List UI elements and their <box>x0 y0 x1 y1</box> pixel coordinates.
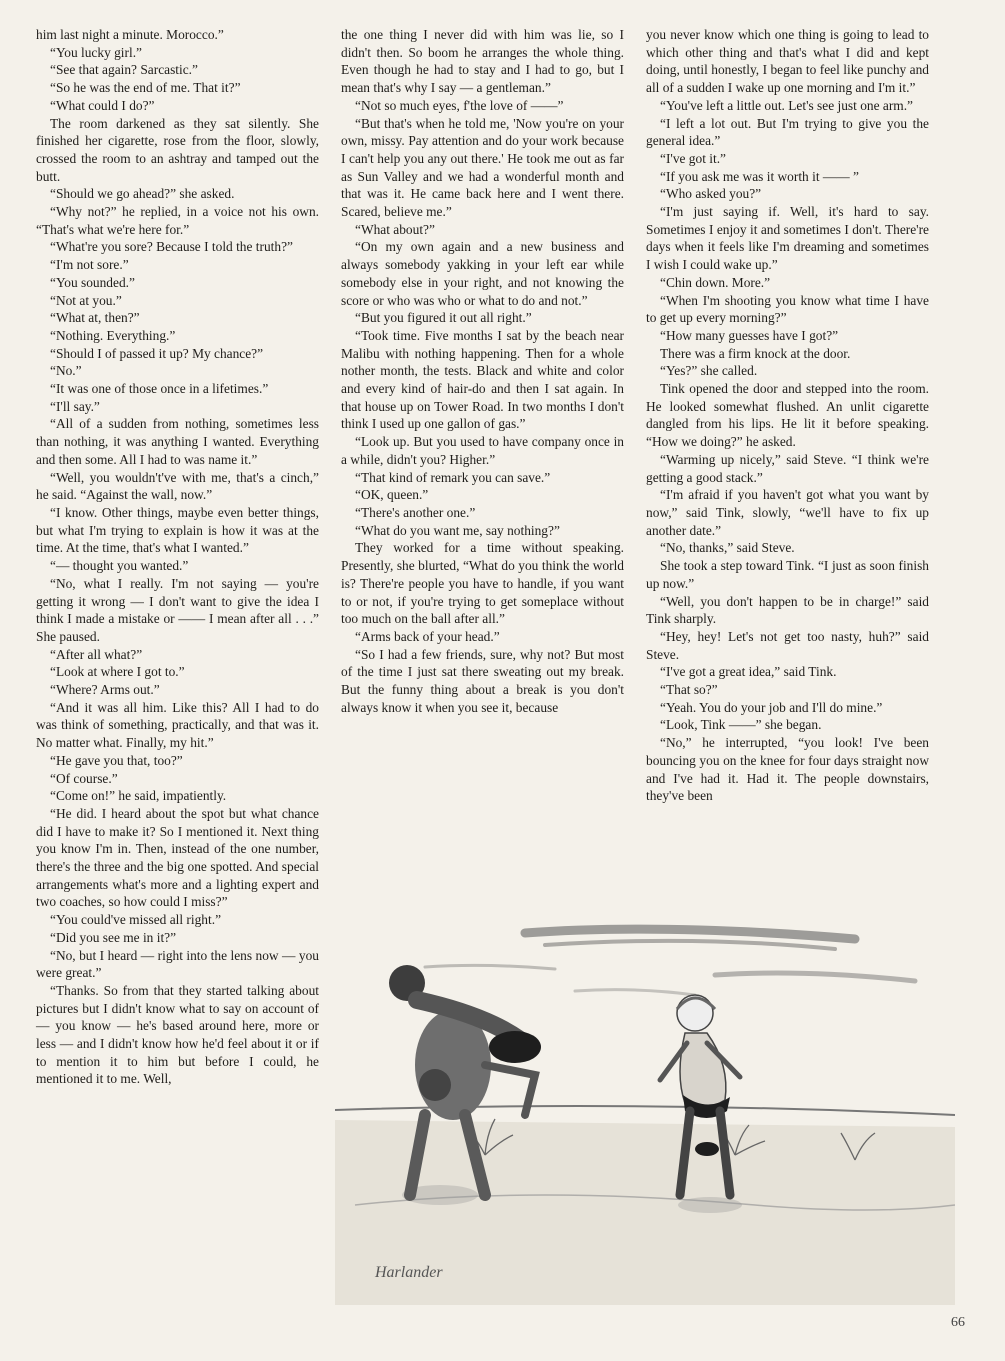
paragraph: “Who asked you?” <box>660 186 762 202</box>
paragraph: She took a step toward Tink. “I just as soon finish up now.” <box>646 558 929 591</box>
paragraph: “But that's when he told me, 'Now you're on your own, missy. Pay attention and do your work because I can't help you any out there.' He took me out as far as Sun Valley and we had a wonderful month and that was it. He came back here and I went there. Scared, believe me.” <box>341 115 624 220</box>
paragraph: “After all what?” <box>50 646 143 662</box>
paragraph: “What're you sore? Because I told the truth?” <box>50 239 293 255</box>
paragraph: “He did. I heard about the spot but what chance did I have to make it? So I mentioned it. Next thing you know I'm in. Then, instead of the one number, there's the three and the big one spotted. And special arrangements what's more and a lighting expert and two coaches, so how could I miss?” <box>36 805 319 910</box>
paragraph: “Thanks. So from that they started talking about pictures but I didn't know what to say on account of — you know — he's based around here, more or less — and I didn't know how he'd feel about it or if to mention it to him but before I could, he mentioned it to me. Well, <box>36 982 319 1087</box>
paragraph: “But you figured it out all right.” <box>355 310 532 326</box>
paragraph: They worked for a time without speaking. Presently, she blurted, “What do you think the world is? There're people you have to handle, if you want to or not, if you're trying to get someplace without too much on the ball after all.” <box>341 540 624 627</box>
paragraph: “It was one of those once in a lifetimes.” <box>50 381 269 397</box>
paragraph: “Why not?” he replied, in a voice not his own. “That's what we're here for.” <box>36 204 319 237</box>
paragraph: “That so?” <box>660 682 718 698</box>
paragraph: The room darkened as they sat silently. She finished her cigarette, rose from the floor, slowly, crossed the room to an ashtray and tamped out the butt. <box>36 115 319 184</box>
paragraph: “Should we go ahead?” she asked. <box>50 186 235 202</box>
paragraph: “What at, then?” <box>50 310 140 326</box>
text-column-2 <box>341 26 624 716</box>
paragraph: “All of a sudden from nothing, sometimes less than nothing, it was anything I wanted. Everything and then some. All I had to was name it.” <box>36 416 319 467</box>
paragraph: “There's another one.” <box>355 504 476 520</box>
paragraph: “Nothing. Everything.” <box>50 327 176 343</box>
paragraph: “Yeah. You do your job and I'll do mine.” <box>660 699 883 715</box>
paragraph: “No,” he interrupted, “you look! I've been bouncing you on the knee for four days straight now and I've had it. Had it. The people downstairs, they've been <box>646 735 929 804</box>
paragraph: “So I had a few friends, sure, why not? But most of the time I just sat there sweating out my break. But the funny thing about a break is you don't always know it when you see it, because <box>341 646 624 715</box>
paragraph: “Come on!” he said, impatiently. <box>50 788 227 804</box>
paragraph: “You sounded.” <box>50 274 135 290</box>
paragraph: “Where? Arms out.” <box>50 682 160 698</box>
paragraph: “Well, you don't happen to be in charge!” said Tink sharply. <box>646 593 929 627</box>
paragraph: the one thing I never did with him was lie, so I didn't then. So boom he arranges the whole thing. Even though he had to stay and I had to go, but I mean that's why I say — a gentleman.” <box>341 27 624 96</box>
paragraph: “I'll say.” <box>50 398 100 414</box>
paragraph: “How many guesses have I got?” <box>660 327 839 343</box>
paragraph: “Warming up nicely,” said Steve. “I think we're getting a good stack.” <box>646 451 929 485</box>
text-column-3 <box>646 26 929 805</box>
paragraph: “That kind of remark you can save.” <box>355 469 551 485</box>
paragraph: “Look at where I got to.” <box>50 664 185 680</box>
paragraph: “No, what I really. I'm not saying — you're getting it wrong — I don't want to give the idea I think I made a mistake or —— I mean after all . . .” She paused. <box>36 575 319 644</box>
artist-signature: Harlander <box>375 1264 443 1281</box>
paragraph: “What could I do?” <box>50 97 155 113</box>
paragraph: “What about?” <box>355 221 435 237</box>
paragraph: “Not at you.” <box>50 292 122 308</box>
paragraph: “Of course.” <box>50 770 118 786</box>
paragraph: “Look, Tink ——” she began. <box>660 717 822 733</box>
paragraph: him last night a minute. Morocco.” <box>36 27 224 42</box>
paragraph: “OK, queen.” <box>355 487 429 503</box>
paragraph: “I've got it.” <box>660 150 726 166</box>
paragraph: “Hey, hey! Let's not get too nasty, huh?” said Steve. <box>646 628 929 662</box>
paragraph: “When I'm shooting you know what time I have to get up every morning?” <box>646 292 929 326</box>
paragraph: “On my own again and a new business and always somebody yakking in your left ear while somebody else in your right, and not knowing the score or who was who or what to do and not.” <box>341 239 624 308</box>
paragraph: “Chin down. More.” <box>660 274 771 290</box>
sky-streaks <box>425 929 915 995</box>
paragraph: you never know which one thing is going to lead to which other thing and that's what I did and kept doing, until honestly, I began to feel like punchy and all of a sudden I wake up one morning and I'm it.” <box>646 27 929 96</box>
beach-cartoon-illustration <box>335 905 955 1305</box>
paragraph: “No, thanks,” said Steve. <box>660 540 795 556</box>
paragraph: “And it was all him. Like this? All I had to do was think of something, practically, and that was it. No matter what. Finally, my hit.” <box>36 699 319 751</box>
paragraph: “What do you want me, say nothing?” <box>355 522 560 538</box>
page-number: 99 <box>951 1313 965 1328</box>
paragraph: There was a firm knock at the door. <box>660 345 851 361</box>
text-column-1 <box>36 26 319 1088</box>
paragraph: “So he was the end of me. That it?” <box>50 80 241 96</box>
paragraph: “I'm not sore.” <box>50 257 129 273</box>
paragraph: “Not so much eyes, f'the love of ——” <box>355 97 564 113</box>
paragraph: Tink opened the door and stepped into the room. He looked somewhat flushed. An unlit cigarette dangled from his lips. He lit it before speaking. “How we doing?” he asked. <box>646 381 929 450</box>
paragraph: “— thought you wanted.” <box>50 558 189 574</box>
paragraph: “Took time. Five months I sat by the beach near Malibu with nothing happening. Then for a whole nother month, the tests. Black and white and color and every kind of hair-do and then I sat again. In that house up on Tower Road. In two months I don't think I used up one gallon of gas.” <box>341 327 624 432</box>
paragraph: “Did you see me in it?” <box>50 929 177 945</box>
paragraph: “If you ask me was it worth it —— ” <box>660 168 859 184</box>
paragraph: “No.” <box>50 363 82 379</box>
paragraph: “I left a lot out. But I'm trying to give you the general idea.” <box>646 115 929 149</box>
paragraph: “I've got a great idea,” said Tink. <box>660 664 837 680</box>
paragraph: “You've left a little out. Let's see just one arm.” <box>660 97 913 113</box>
paragraph: “Look up. But you used to have company once in a while, didn't you? Higher.” <box>341 434 624 467</box>
paragraph: “Should I of passed it up? My chance?” <box>50 345 264 361</box>
paragraph: “He gave you that, too?” <box>50 752 183 768</box>
paragraph: “I'm afraid if you haven't got what you want by now,” said Tink, slowly, “we'll have to fix up another date.” <box>646 487 929 538</box>
paragraph: “Well, you wouldn't've with me, that's a cinch,” he said. “Against the wall, now.” <box>36 469 319 503</box>
paragraph: “You lucky girl.” <box>50 44 142 60</box>
paragraph: “See that again? Sarcastic.” <box>50 62 198 78</box>
paragraph: “Yes?” she called. <box>660 363 758 379</box>
paragraph: “No, but I heard — right into the lens now — you were great.” <box>36 947 319 981</box>
paragraph: “You could've missed all right.” <box>50 912 222 928</box>
paragraph: “Arms back of your head.” <box>355 628 500 644</box>
paragraph: “I know. Other things, maybe even better things, but what I'm trying to explain is how it was at the time. At the time, that's what I wanted.” <box>36 504 319 556</box>
paragraph: “I'm just saying if. Well, it's hard to say. Sometimes I enjoy it and sometimes I don't. There're days when it feels like I'm dreaming and sometimes I wish I could wake up.” <box>646 204 929 273</box>
